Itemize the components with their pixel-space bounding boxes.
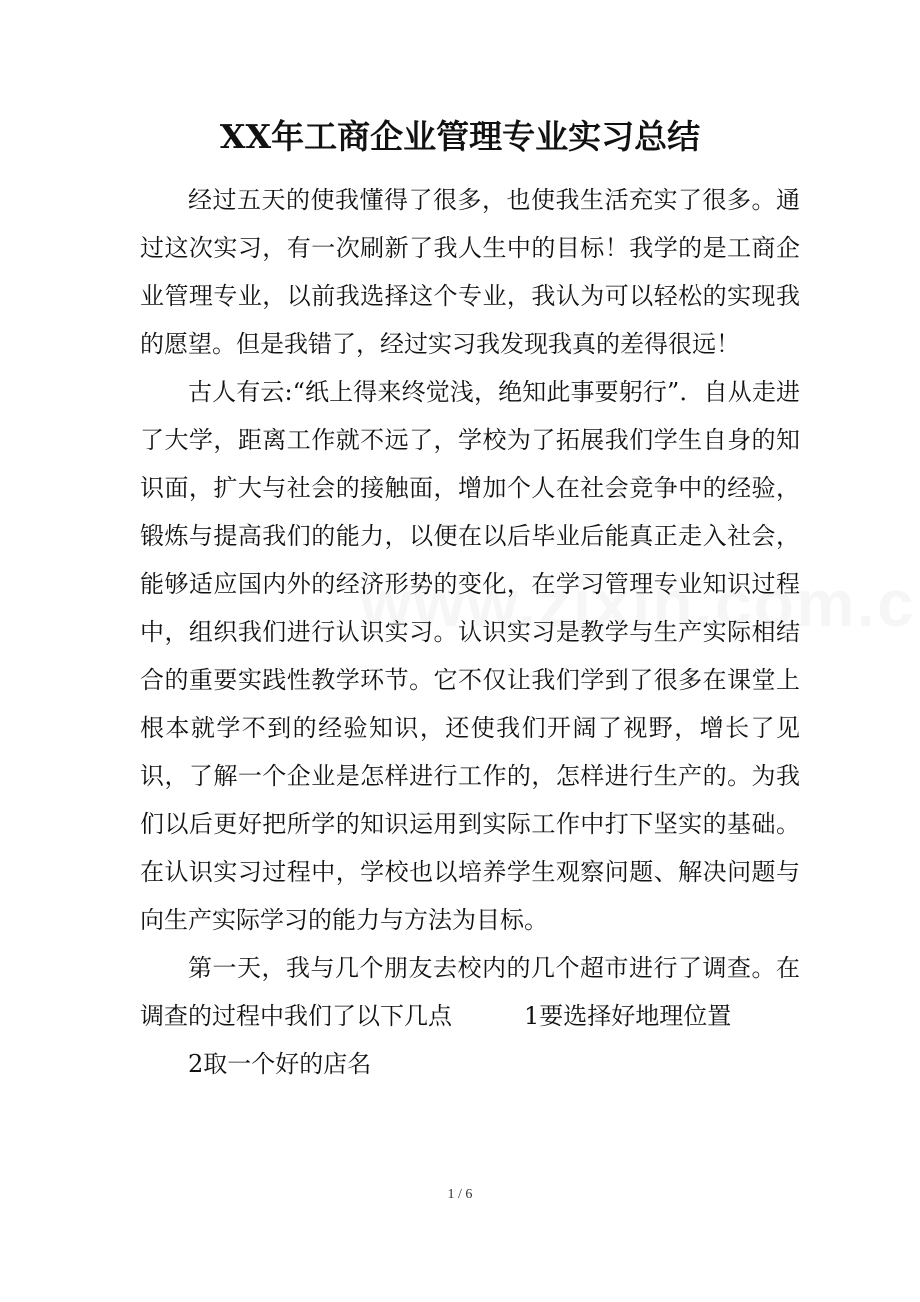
paragraph-first-day: 第一天，我与几个朋友去校内的几个超市进行了调查。在调查的过程中我们了以下几点 1要选择好地理位置 xyxy=(140,954,800,1030)
paragraph-point-two: 2取一个好的店名 xyxy=(188,1050,372,1078)
paragraph-internship-purpose: 古人有云:“纸上得来终觉浅，绝知此事要躬行”．自从走进了大学，距离工作就不远了，学校为了拓展我们学生自身的知识面，扩大与社会的接触面，增加个人在社会竞争中的经验，锻炼与提高我们的能力，以便在以后毕业后能真正走入社会，能够适应国内外的经济形势的变化，在学习管理专业知识过程中，组织我们进行认识实习。认识实习是教学与生产实际相结合的重要实践性教学环节。它不仅让我们学到了很多在课堂上根本就学不到的经验知识，还使我们开阔了视野，增长了见识，了解一个企业是怎样进行工作的，怎样进行生产的。为我们以后更好把所学的知识运用到实际工作中打下坚实的基础。在认识实习过程中，学校也以培养学生观察问题、解决问题与向生产实际学习的能力与方法为目标。 xyxy=(140,378,800,934)
paragraph-intro: 经过五天的使我懂得了很多，也使我生活充实了很多。通过这次实习，有一次刷新了我人生中的目标！我学的是工商企业管理专业，以前我选择这个专业，我认为可以轻松的实现我的愿望。但是我错了，经过实习我发现我真的差得很远！ xyxy=(140,186,800,358)
document-body xyxy=(140,176,800,1088)
page-number: 1 / 6 xyxy=(447,1187,473,1202)
document-title: XX年工商企业管理专业实习总结 xyxy=(219,117,701,156)
